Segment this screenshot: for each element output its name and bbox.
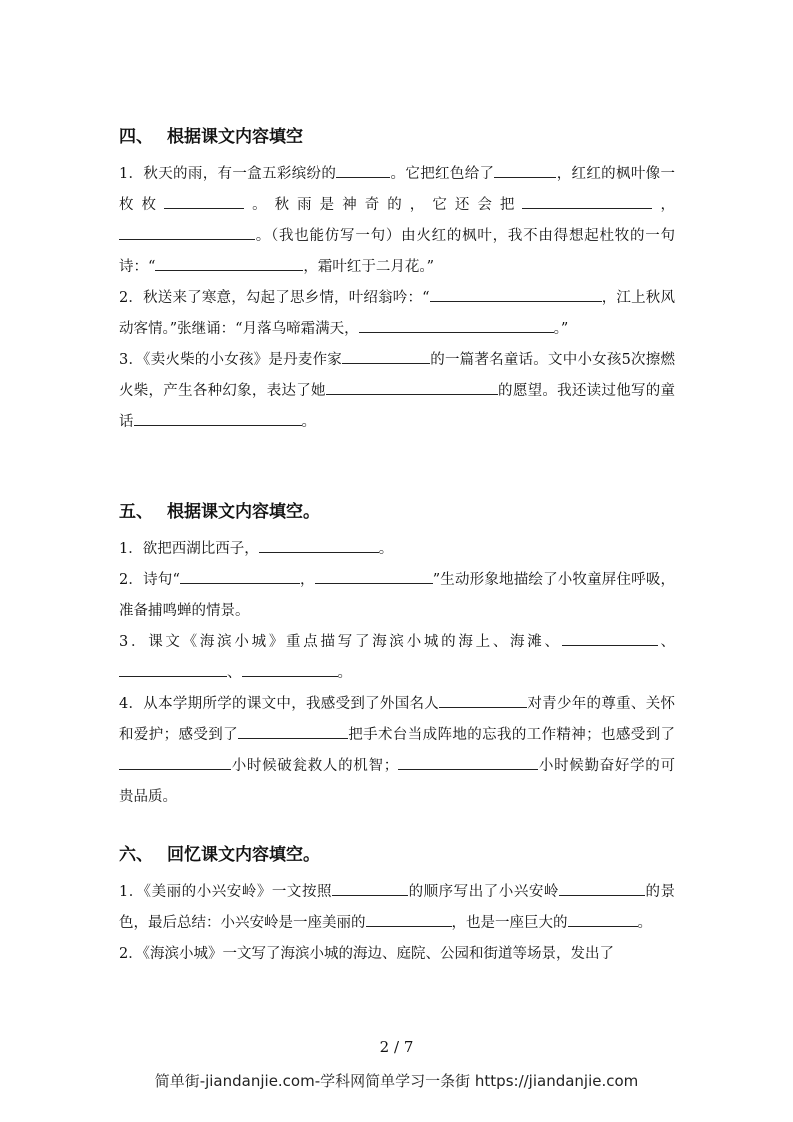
answer-blank[interactable] xyxy=(336,161,390,178)
question-text: 3．课文《海滨小城》重点描写了海滨小城的海上、海滩、 xyxy=(119,634,562,650)
question-text: 、 xyxy=(657,634,675,650)
section-4-number: 四、 xyxy=(119,127,153,147)
question-text: ， xyxy=(299,572,315,588)
section-5-title: 根据课文内容填空。 xyxy=(167,502,320,522)
answer-blank[interactable] xyxy=(164,192,244,209)
question-5-4 xyxy=(119,689,675,813)
page-number xyxy=(0,1038,793,1056)
question-text: 对青少年的尊重、关怀和爱护；感受到了 xyxy=(119,696,675,743)
question-text: 。” xyxy=(553,321,569,337)
question-4-2 xyxy=(119,283,675,345)
answer-blank[interactable] xyxy=(522,192,652,209)
answer-blank[interactable] xyxy=(242,660,338,677)
question-text: 。 xyxy=(637,915,652,931)
question-text: ， xyxy=(652,197,675,213)
answer-blank[interactable] xyxy=(398,753,538,770)
page-separator: / xyxy=(393,1038,400,1056)
question-text: 2．秋送来了寒意，勾起了思乡情，叶绍翁吟：“ xyxy=(119,290,430,306)
question-text: 1．《美丽的小兴安岭》一文按照 xyxy=(119,884,333,900)
answer-blank[interactable] xyxy=(342,347,430,364)
answer-blank[interactable] xyxy=(439,691,527,708)
question-text: 。秋雨是神奇的，它还会把 xyxy=(244,197,523,213)
page-current: 2 xyxy=(379,1038,390,1056)
answer-blank[interactable] xyxy=(366,910,452,927)
answer-blank[interactable] xyxy=(332,879,408,896)
question-text: 。 xyxy=(378,541,394,557)
answer-blank[interactable] xyxy=(119,660,227,677)
section-6 xyxy=(119,842,675,970)
section-6-heading xyxy=(119,842,675,868)
answer-blank[interactable] xyxy=(359,316,554,333)
question-text: 。（我也能仿写一句）由火红的枫叶，我不由得想起杜牧的一句诗：“ xyxy=(119,228,675,275)
question-text: 3．《卖火柴的小女孩》是丹麦作家 xyxy=(119,352,343,368)
answer-blank[interactable] xyxy=(134,409,302,426)
question-text: 2．诗句“ xyxy=(119,572,180,588)
page-total: 7 xyxy=(403,1038,414,1056)
answer-blank[interactable] xyxy=(562,629,658,646)
answer-blank[interactable] xyxy=(326,378,498,395)
question-text: 小时候破瓮救人的机智； xyxy=(231,758,399,774)
question-text: 的一篇著名童话。文中小女孩5次擦燃火柴，产生各种幻象，表达了她 xyxy=(119,352,675,399)
question-text: 、 xyxy=(227,665,242,681)
answer-blank[interactable] xyxy=(155,254,303,271)
question-text: 2．《海滨小城》一文写了海滨小城的海边、庭院、公园和街道等场景，发出了 xyxy=(119,946,614,962)
answer-blank[interactable] xyxy=(568,910,638,927)
question-6-2 xyxy=(119,939,675,970)
section-4 xyxy=(119,124,675,438)
question-text: 。 xyxy=(301,414,316,430)
question-text: 1．秋天的雨，有一盒五彩缤纷的 xyxy=(119,166,337,182)
question-text: 4．从本学期所学的课文中，我感受到了外国名人 xyxy=(119,696,440,712)
site-footer: 简单街-jiandanjie.com-学科网简单学习一条街 https://jiandanjie.com xyxy=(154,1072,639,1090)
section-6-number: 六、 xyxy=(119,845,153,865)
question-text: 小时候勤奋好学的可贵品质。 xyxy=(119,758,676,805)
question-text: ，红红的枫叶像一枚枚 xyxy=(119,166,676,213)
question-4-3 xyxy=(119,345,675,438)
answer-blank[interactable] xyxy=(494,161,556,178)
question-text: ，霜叶红于二月花。” xyxy=(303,259,435,275)
section-4-heading xyxy=(119,124,675,150)
question-6-1 xyxy=(119,877,675,939)
question-text: ，也是一座巨大的 xyxy=(451,915,568,931)
question-text: 的顺序写出了小兴安岭 xyxy=(408,884,559,900)
answer-blank[interactable] xyxy=(119,223,255,240)
section-5 xyxy=(119,499,675,813)
answer-blank[interactable] xyxy=(315,567,433,584)
question-4-1 xyxy=(119,159,675,283)
answer-blank[interactable] xyxy=(119,753,231,770)
question-text: ，江上秋风动客情。”张继诵：“月落乌啼霜满天， xyxy=(119,290,675,337)
answer-blank[interactable] xyxy=(180,567,300,584)
answer-blank[interactable] xyxy=(259,536,379,553)
question-text: 1．欲把西湖比西子， xyxy=(119,541,259,557)
answer-blank[interactable] xyxy=(430,285,602,302)
section-6-title: 回忆课文内容填空。 xyxy=(167,845,320,865)
question-5-2 xyxy=(119,565,675,627)
section-4-title: 根据课文内容填空 xyxy=(167,127,303,147)
section-5-number: 五、 xyxy=(119,502,153,522)
question-5-1 xyxy=(119,534,675,565)
question-text: 的景色，最后总结：小兴安岭是一座美丽的 xyxy=(119,884,676,931)
question-5-3 xyxy=(119,627,675,689)
question-text: 。 xyxy=(337,665,352,681)
question-text: 把手术台当成阵地的忘我的工作精神；也感受到了 xyxy=(347,727,676,743)
answer-blank[interactable] xyxy=(238,722,348,739)
answer-blank[interactable] xyxy=(559,879,645,896)
question-text: 的愿望。我还读过他写的童话 xyxy=(119,383,676,430)
section-5-heading xyxy=(119,499,675,525)
question-text: 。它把红色给了 xyxy=(390,166,495,182)
question-text: ”生动形象地描绘了小牧童屏住呼吸，准备捕鸣蝉的情景。 xyxy=(119,572,675,619)
